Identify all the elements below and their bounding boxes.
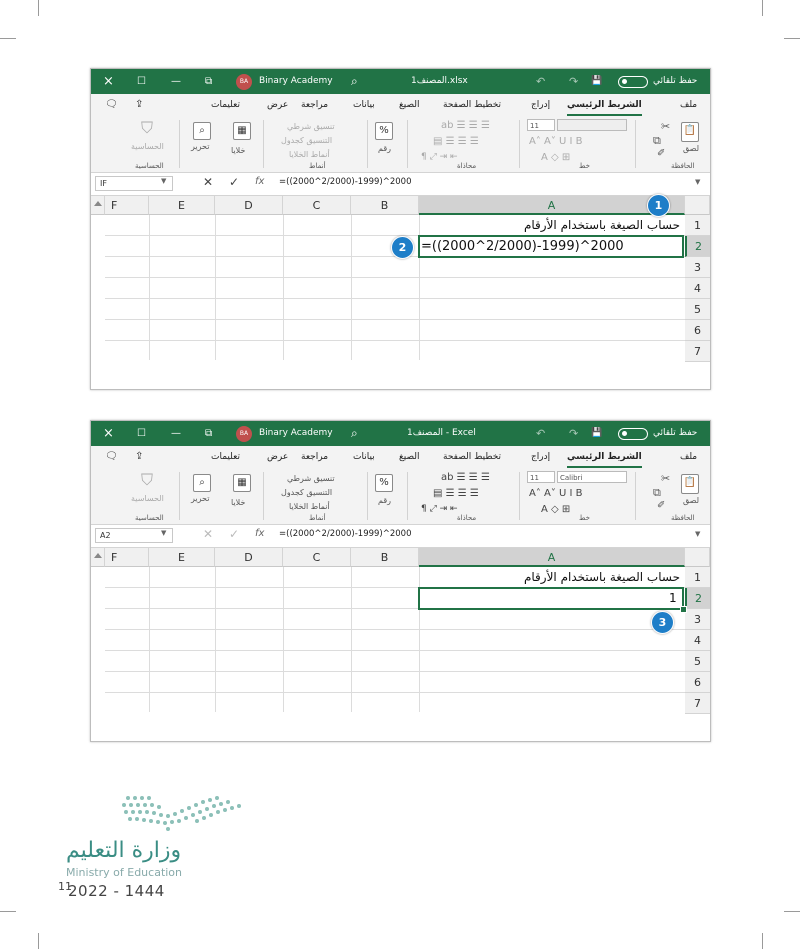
avatar[interactable]: BA <box>236 74 252 90</box>
redo-icon[interactable]: ↷ <box>569 427 579 440</box>
expand-formula-icon[interactable]: ▼ <box>695 530 701 538</box>
select-all-button[interactable] <box>91 196 105 215</box>
alignment-icons-2[interactable]: ▤ ☰ ☰ ☰ <box>433 488 479 499</box>
crop-mark <box>0 38 16 39</box>
paste-icon[interactable]: 📋 <box>681 122 699 142</box>
select-all-button[interactable] <box>91 548 105 567</box>
ribbon-tabs <box>91 446 710 468</box>
copy-icon[interactable]: ⧉ <box>653 134 661 147</box>
alignment-icons[interactable]: ab ☰ ☰ ☰ <box>441 472 490 483</box>
sensitivity-group-label: الحساسية <box>135 162 164 170</box>
sensitivity-icon[interactable]: ⛉ <box>140 470 153 489</box>
ribbon <box>91 116 710 173</box>
find-icon[interactable]: ⌕ <box>193 474 211 492</box>
autosave-label: حفظ تلقائي <box>653 428 698 438</box>
column-header-b[interactable]: B <box>351 548 419 567</box>
column-header-c[interactable]: C <box>283 196 351 215</box>
step-marker-3: 3 <box>651 611 674 634</box>
tab-data[interactable]: بيانات <box>353 452 375 462</box>
font-format-icons[interactable]: A˄ A˅ U I B <box>529 488 583 499</box>
cell-styles[interactable]: أنماط الخلايا <box>289 150 330 159</box>
cut-icon[interactable]: ✂ <box>661 472 671 485</box>
maximize-button[interactable]: ☐ <box>137 428 146 439</box>
cell-styles[interactable]: أنماط الخلايا <box>289 502 330 511</box>
fill-handle[interactable] <box>680 606 687 613</box>
user-name: Binary Academy <box>259 76 333 86</box>
row-header-7[interactable]: 7 <box>685 341 710 362</box>
format-painter-icon[interactable]: ✐ <box>657 148 666 159</box>
conditional-formatting[interactable]: تنسيق شرطي <box>287 122 335 131</box>
autosave-toggle[interactable] <box>618 428 648 440</box>
ribbon <box>91 468 710 525</box>
user-name: Binary Academy <box>259 428 333 438</box>
number-label[interactable]: رقم <box>378 144 392 153</box>
chevron-down-icon[interactable]: ▼ <box>161 177 167 185</box>
comments-icon[interactable]: 🗨 <box>105 451 118 462</box>
font-size-box[interactable]: 11 <box>527 119 555 131</box>
cells-label[interactable]: خلايا <box>231 146 246 155</box>
editing-label[interactable]: تحرير <box>191 142 210 151</box>
cell-a1[interactable]: حساب الصيغة باستخدام الأرقام <box>523 570 680 584</box>
row-header-3[interactable]: 3 <box>685 257 710 278</box>
ministry-logo <box>60 792 250 836</box>
excel-window-1 <box>90 68 711 390</box>
tab-formulas[interactable]: الصيغ <box>399 452 420 462</box>
alignment-icons[interactable]: ab ☰ ☰ ☰ <box>441 120 490 131</box>
edition-year: 2022 - 1444 <box>68 882 165 900</box>
chevron-down-icon[interactable]: ▼ <box>161 529 167 537</box>
undo-icon[interactable]: ↶ <box>536 427 546 440</box>
row-header-3[interactable]: 3 <box>685 609 710 630</box>
undo-icon[interactable]: ↶ <box>536 75 546 88</box>
find-icon[interactable]: ⌕ <box>193 122 211 140</box>
tab-help[interactable]: تعليمات <box>211 100 240 110</box>
title-bar <box>91 421 710 446</box>
active-cell-a2[interactable] <box>418 587 684 610</box>
row-header-5[interactable]: 5 <box>685 651 710 672</box>
enter-icon[interactable]: ✓ <box>229 175 240 189</box>
font-color-icons[interactable]: A ◇ ⊞ <box>541 152 571 163</box>
styles-group-label: أنماط <box>309 514 326 522</box>
row-header-4[interactable]: 4 <box>685 278 710 299</box>
cell-a2[interactable]: 1 <box>669 591 677 605</box>
editing-label[interactable]: تحرير <box>191 494 210 503</box>
row-header-6[interactable]: 6 <box>685 320 710 341</box>
row-header-7[interactable]: 7 <box>685 693 710 714</box>
maximize-button[interactable]: ☐ <box>137 76 146 87</box>
minimize-button[interactable]: — <box>171 428 181 439</box>
cell-a2[interactable]: =((2000^2/2000)-1999)^2000 <box>421 239 624 254</box>
worksheet-grid <box>91 548 710 712</box>
avatar[interactable]: BA <box>236 426 252 442</box>
minimize-button[interactable]: — <box>171 76 181 87</box>
tab-file[interactable]: ملف <box>680 100 698 110</box>
step-marker-1: 1 <box>647 194 670 217</box>
column-header-e[interactable]: E <box>149 196 215 215</box>
row-header-1[interactable]: 1 <box>685 215 710 236</box>
paste-label[interactable]: لصق <box>683 144 700 153</box>
save-icon[interactable]: 💾 <box>591 428 603 438</box>
enter-icon[interactable]: ✓ <box>229 527 240 541</box>
tab-page-layout[interactable]: تخطيط الصفحة <box>443 100 502 110</box>
cells-label[interactable]: خلايا <box>231 498 246 507</box>
page-number: 11 <box>58 880 72 893</box>
cut-icon[interactable]: ✂ <box>661 120 671 133</box>
close-button[interactable]: × <box>103 426 114 441</box>
sensitivity-group-label: الحساسية <box>135 514 164 522</box>
alignment-icons-3[interactable]: ¶ ⤢ ⇥ ⇤ <box>421 504 458 514</box>
alignment-group-label: محاذاة <box>457 514 477 522</box>
font-name-box[interactable] <box>557 119 627 131</box>
ribbon-display-button[interactable]: ⧉ <box>205 428 213 439</box>
clipboard-group-label: الحافظة <box>671 514 695 522</box>
cancel-icon[interactable]: ✕ <box>203 527 214 541</box>
crop-mark <box>762 933 763 949</box>
formula-input[interactable]: =((2000^2/2000)-1999)^2000 <box>279 529 412 539</box>
search-icon[interactable]: ⌕ <box>351 426 358 440</box>
ministry-name-english: Ministry of Education <box>66 866 183 879</box>
save-icon[interactable]: 💾 <box>591 76 603 86</box>
close-button[interactable]: × <box>103 74 114 89</box>
tab-review[interactable]: مراجعة <box>301 100 329 110</box>
tab-help[interactable]: تعليمات <box>211 452 240 462</box>
crop-mark <box>762 0 763 16</box>
worksheet-grid <box>91 196 710 360</box>
cell-a1[interactable]: حساب الصيغة باستخدام الأرقام <box>523 218 680 232</box>
paste-label[interactable]: لصق <box>683 496 700 505</box>
font-color-icons[interactable]: A ◇ ⊞ <box>541 504 571 515</box>
tab-home[interactable]: الشريط الرئيسي <box>567 96 642 116</box>
title-bar <box>91 69 710 94</box>
styles-group-label: أنماط <box>309 162 326 170</box>
column-header-d[interactable]: D <box>215 196 283 215</box>
crop-mark <box>0 911 16 912</box>
copy-icon[interactable]: ⧉ <box>653 486 661 499</box>
format-as-table[interactable]: التنسيق كجدول <box>281 136 333 145</box>
font-name-box[interactable]: Calibri <box>557 471 627 483</box>
crop-mark <box>38 933 39 949</box>
percent-icon[interactable]: % <box>375 474 393 492</box>
row-header-6[interactable]: 6 <box>685 672 710 693</box>
font-size-box[interactable]: 11 <box>527 471 555 483</box>
tab-view[interactable]: عرض <box>267 100 289 110</box>
row-header-2[interactable]: 2 <box>685 588 710 609</box>
ministry-name-arabic: وزارة التعليم <box>66 838 182 863</box>
expand-formula-icon[interactable]: ▼ <box>695 178 701 186</box>
column-header-a[interactable]: A <box>419 548 685 567</box>
row-header-2[interactable]: 2 <box>685 236 710 257</box>
column-header-d[interactable]: D <box>215 548 283 567</box>
excel-window-2 <box>90 420 711 742</box>
column-header-b[interactable]: B <box>351 196 419 215</box>
insert-function-icon[interactable]: fx <box>255 176 265 187</box>
sensitivity-label: الحساسية <box>131 494 164 503</box>
conditional-formatting[interactable]: تنسيق شرطي <box>287 474 335 483</box>
cancel-icon[interactable]: ✕ <box>203 175 214 189</box>
cells-icon[interactable]: ▦ <box>233 474 251 492</box>
column-header-f[interactable]: F <box>105 548 149 567</box>
alignment-icons-2[interactable]: ▤ ☰ ☰ ☰ <box>433 136 479 147</box>
column-header-f[interactable]: F <box>105 196 149 215</box>
paste-icon[interactable]: 📋 <box>681 474 699 494</box>
row-header-1[interactable]: 1 <box>685 567 710 588</box>
font-group-label: خط <box>579 162 590 170</box>
alignment-group-label: محاذاة <box>457 162 477 170</box>
formula-bar <box>91 525 710 548</box>
autosave-toggle[interactable] <box>618 76 648 88</box>
sensitivity-label: الحساسية <box>131 142 164 151</box>
corner-header <box>685 548 710 567</box>
sensitivity-icon[interactable]: ⛉ <box>140 118 153 137</box>
autosave-label: حفظ تلقائي <box>653 76 698 86</box>
tab-view[interactable]: عرض <box>267 452 289 462</box>
step-marker-2: 2 <box>391 236 414 259</box>
ribbon-display-button[interactable]: ⧉ <box>205 76 213 87</box>
row-header-5[interactable]: 5 <box>685 299 710 320</box>
tab-home[interactable]: الشريط الرئيسي <box>567 448 642 468</box>
font-group-label: خط <box>579 514 590 522</box>
clipboard-group-label: الحافظة <box>671 162 695 170</box>
column-header-a[interactable]: A <box>419 196 685 215</box>
tab-page-layout[interactable]: تخطيط الصفحة <box>443 452 502 462</box>
column-header-c[interactable]: C <box>283 548 351 567</box>
crop-mark <box>38 0 39 16</box>
comments-icon[interactable]: 🗨 <box>105 99 118 110</box>
document-title: المصنف1 - Excel <box>407 428 476 438</box>
share-icon[interactable]: ⇪ <box>135 99 144 110</box>
formula-bar <box>91 173 710 196</box>
alignment-icons-3[interactable]: ¶ ⤢ ⇥ ⇤ <box>421 152 458 162</box>
tab-file[interactable]: ملف <box>680 452 698 462</box>
redo-icon[interactable]: ↷ <box>569 75 579 88</box>
number-label[interactable]: رقم <box>378 496 392 505</box>
font-format-icons[interactable]: A˄ A˅ U I B <box>529 136 583 147</box>
column-header-e[interactable]: E <box>149 548 215 567</box>
share-icon[interactable]: ⇪ <box>135 451 144 462</box>
name-box[interactable]: A2 <box>95 528 173 543</box>
crop-mark <box>784 911 800 912</box>
formula-input[interactable]: =((2000^2/2000)-1999)^2000 <box>279 177 412 187</box>
row-header-4[interactable]: 4 <box>685 630 710 651</box>
cells-icon[interactable]: ▦ <box>233 122 251 140</box>
search-icon[interactable]: ⌕ <box>351 74 358 88</box>
tab-formulas[interactable]: الصيغ <box>399 100 420 110</box>
insert-function-icon[interactable]: fx <box>255 528 265 539</box>
crop-mark <box>784 38 800 39</box>
corner-header <box>685 196 710 215</box>
tab-review[interactable]: مراجعة <box>301 452 329 462</box>
name-box[interactable]: IF <box>95 176 173 191</box>
ribbon-tabs <box>91 94 710 116</box>
tab-insert[interactable]: إدراج <box>531 452 551 462</box>
tab-data[interactable]: بيانات <box>353 100 375 110</box>
document-title: المصنف1.xlsx <box>411 76 468 86</box>
format-as-table[interactable]: التنسيق كجدول <box>281 488 333 497</box>
format-painter-icon[interactable]: ✐ <box>657 500 666 511</box>
tab-insert[interactable]: إدراج <box>531 100 551 110</box>
percent-icon[interactable]: % <box>375 122 393 140</box>
